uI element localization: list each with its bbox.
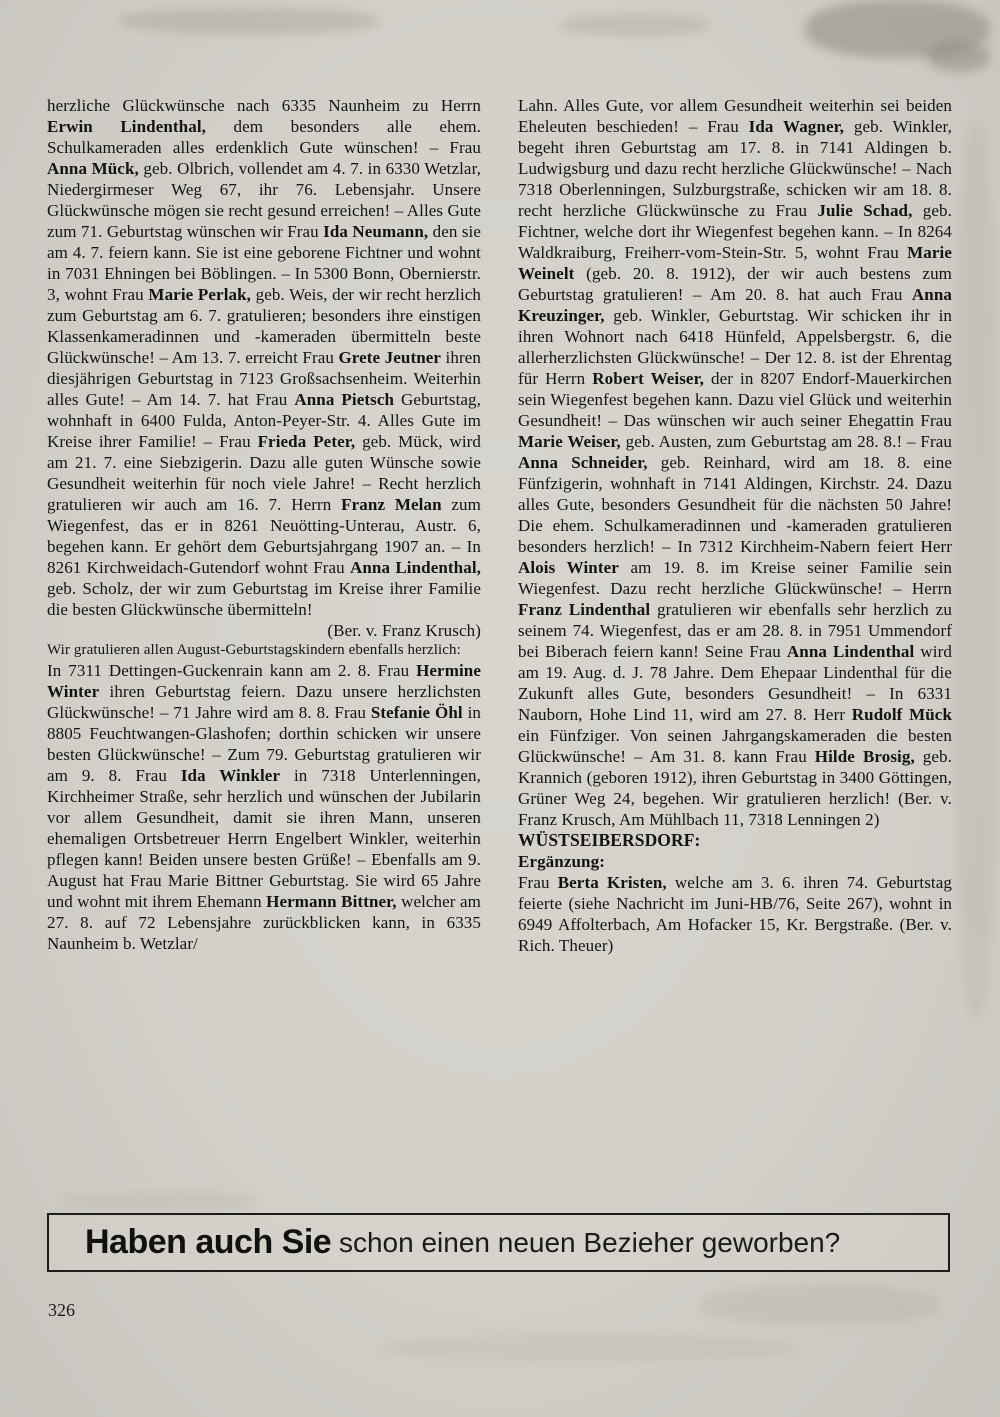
text-run: Frau — [518, 873, 558, 892]
person-name-bold-text: WÜSTSEIBERSDORF: — [518, 830, 701, 850]
august-congratulations-paragraph-1 — [47, 660, 481, 954]
person-name-bold-text: Hermine Winter — [47, 661, 481, 701]
person-name-bold-text: Grete Jeutner — [338, 348, 442, 367]
text-run: geb. Mück, wird am 21. 7. eine Siebzigerin. Dazu alle guten Wünsche sowie Gesundheit weiterhin für noch viele Jahre! – Recht herzlich gratulieren wir auch am 16. 7. Herrn — [47, 432, 482, 514]
text-run: geb. Fichtner, welche dort ihr Wiegenfest begehen kann. – In 8264 Waldkraiburg, Freiherr-vom-Stein-Str. 5, wohnt Frau — [518, 201, 952, 262]
text-run: den sie am 4. 7. feiern kann. Sie ist eine geborene Fichtner und wohnt in 7031 Ehningen bei Böblingen. – In 5300 Bonn, Obernierstr. 3, wohnt Frau — [47, 222, 481, 304]
text-run: wird am 19. Aug. d. J. 78 Jahre. Dem Ehepaar Lindenthal für die Zukunft alles Gute, besonders Gesundheit! – In 6331 Nauborn, Hohe Lind 11, wird am 27. 8. Herr — [518, 642, 952, 724]
person-name-bold-text: Franz Lindenthal — [518, 600, 651, 619]
banner-lead-text: Haben auch Sie — [85, 1223, 332, 1261]
text-run: geb. Reinhard, wird am 18. 8. eine Fünfzigerin, wohnhaft in 7141 Aldingen, Kirchstr. 24. Dazu alles Gute, besonders Gesundheit für die nächsten 50 Jahre! Die ehem. Schulkameradinnen und -kameraden gratulieren besonders herzlich! – In 7312 Kirchheim-Nabern feiert Herr — [518, 453, 952, 556]
text-run: in 7318 Unterlenningen, Kirchheimer Straße, sehr herzlich und wünschen der Jubilarin vor allem Gesundheit, damit sie ihren Mann, unseren ehemaligen Ortsbetreuer Herrn Engelbert Winkler, weiterhin pflegen kann! Beiden unsere besten Grüße! – Ebenfalls am 9. August hat Frau Marie Bittner Geburtstag. Sie wird 65 Jahre und wohnt mit ihrem Ehemann — [47, 766, 481, 911]
reporter-credit — [47, 620, 481, 641]
text-run: ein Fünfziger. Von seinen Jahrgangskameraden die besten Glückwünsche! – Am 31. 8. kann Frau — [518, 726, 952, 766]
text-run: Geburtstag, wohnhaft in 6400 Fulda, Anton-Peyer-Str. 4. Alles Gute im Kreise ihrer Familie! – Frau — [47, 390, 481, 451]
text-run: welcher am 27. 8. auf 72 Lebensjahre zurückblicken kann, in 6335 Naunheim b. Wetzlar/ — [47, 892, 481, 953]
banner-rest-text: schon einen neuen Bezieher geworben? — [331, 1226, 841, 1258]
text-run: Wir gratulieren allen August-Geburtstagskindern ebenfalls herzlich: — [47, 642, 461, 658]
text-run: Lahn. Alles Gute, vor allem Gesundheit weiterhin sei beiden Eheleuten beschieden! – Frau — [518, 96, 952, 136]
scan-artifact — [120, 8, 380, 34]
person-name-bold-text: Anna Kreuzinger, — [518, 285, 952, 325]
text-run: der in 8207 Endorf-Mauerkirchen sein Wiegenfest begehen kann. Dazu viel Glück und weiterhin Gesundheit! – Das wünschen wir auch seiner Ehegattin Frau — [518, 369, 952, 430]
person-name-bold-text: Anna Schneider, — [518, 453, 648, 472]
person-name-bold-text: Ida Wagner, — [748, 117, 845, 136]
right-column — [518, 95, 952, 956]
person-name-bold-text: Ida Neumann, — [323, 222, 429, 241]
person-name-bold-text: Rudolf Mück — [851, 705, 953, 724]
scan-artifact — [560, 14, 710, 36]
person-name-bold-text: Marie Weiser, — [518, 432, 621, 451]
person-name-bold-text: Anna Lindenthal — [786, 642, 915, 661]
scan-artifact — [60, 1192, 260, 1210]
page-number: 326 — [48, 1300, 75, 1320]
text-run: geb. Austen, zum Geburtstag am 28. 8.! – Frau — [620, 432, 952, 451]
person-name-bold-text: Hermann Bittner, — [266, 892, 397, 911]
august-intro — [47, 641, 481, 660]
text-run: dem besonders alle ehem. Schulkameraden alles erdenklich Gute wünschen! – Frau — [47, 117, 481, 157]
text-columns — [47, 95, 953, 956]
august-congratulations-paragraph-2 — [518, 95, 952, 830]
text-run: gratulieren wir ebenfalls sehr herzlich zu seinem 74. Wiegenfest, das er am 28. 8. in 7951 Ummendorf bei Biberach feiern kann! Seine Frau — [518, 600, 952, 661]
person-name-bold-text: Berta Kristen, — [557, 873, 667, 892]
scan-artifact — [928, 42, 990, 72]
person-name-bold-text: Julie Schad, — [817, 201, 913, 220]
text-run: welche am 3. 6. ihren 74. Geburtstag feierte (siehe Nachricht im Juni-HB/76, Seite 267), wohnt in 6949 Affolterbach, Am Hofacker 15, Kr. Bergstraße. (Ber. v. Rich. Theuer) — [518, 873, 952, 955]
scan-artifact — [380, 1335, 800, 1361]
text-run: (Ber. v. Franz Krusch) — [327, 621, 481, 640]
person-name-bold-text: Anna Lindenthal, — [350, 558, 481, 577]
person-name-bold-text: Anna Mück, — [47, 159, 139, 178]
scan-artifact — [700, 1285, 940, 1325]
section-heading-wuestseibersdorf — [518, 830, 952, 851]
left-column — [47, 95, 481, 956]
person-name-bold-text: Frieda Peter, — [257, 432, 356, 451]
person-name-bold-text: Alois Winter — [518, 558, 619, 577]
text-run: zum Wiegenfest, das er in 8261 Neuötting-Unterau, Austr. 6, begehen kann. Er gehört dem Geburtsjahrgang 1907 an. – In 8261 Kirchweidach-Gutendorf wohnt Frau — [47, 495, 481, 577]
person-name-bold-text: Stefanie Öhl — [370, 703, 463, 722]
person-name-bold-text: Ida Winkler — [180, 766, 281, 785]
text-run: herzliche Glückwünsche nach 6335 Naunheim zu Herrn — [47, 96, 481, 115]
person-name-bold-text: Marie Perlak, — [148, 285, 252, 304]
person-name-bold-text: Hilde Brosig, — [814, 747, 915, 766]
text-run: In 7311 Dettingen-Guckenrain kann am 2. 8. Frau — [47, 661, 417, 680]
text-run: geb. Winkler, begeht ihren Geburtstag am 17. 8. in 7141 Aldingen b. Ludwigsburg und dazu recht herzliche Glückwünsche! – Nach 7318 Oberlenningen, Sulzburgstraße, schicken wir am 18. 8. recht herzliche Glückwünsche zu Frau — [518, 117, 952, 220]
ergaenzung-paragraph — [518, 872, 952, 956]
text-run: in 8805 Feuchtwangen-Glashofen; dorthin schicken wir unsere besten Glückwünsche! – Zum 79. Geburtstag gratulieren wir am 9. 8. Frau — [47, 703, 481, 785]
subsection-heading-ergaenzung — [518, 851, 952, 872]
text-run: (geb. 20. 8. 1912), der wir auch bestens zum Geburtstag gratulieren! – Am 20. 8. hat auch Frau — [518, 264, 952, 304]
text-run: geb. Winkler, Geburtstag. Wir schicken ihr in ihren Wohnort nach 6418 Hünfeld, Appelsbergstr. 6, die allerherzlichsten Glückwünsche! – Der 12. 8. ist der Ehrentag für Herrn — [518, 306, 952, 388]
person-name-bold-text: Erwin Lindenthal, — [47, 117, 207, 136]
text-run: ihren diesjährigen Geburtstag in 7123 Großsachsenheim. Weiterhin alles Gute! – Am 14. 7. hat Frau — [47, 348, 481, 409]
person-name-bold-text: Ergänzung: — [518, 852, 605, 871]
subscription-banner — [47, 1213, 950, 1272]
person-name-bold-text: Robert Weiser, — [592, 369, 705, 388]
text-run: geb. Krannich (geboren 1912), ihren Geburtstag in 3400 Göttingen, Grüner Weg 24, begehen. Wir gratulieren herzlich! (Ber. v. Franz Krusch, Am Mühlbach 11, 7318 Lenningen 2) — [518, 747, 952, 829]
scan-artifact — [805, 0, 990, 58]
person-name-bold-text: Anna Pietsch — [294, 390, 395, 409]
text-run: geb. Olbrich, vollendet am 4. 7. in 6330 Wetzlar, Niedergirmeser Weg 67, ihr 76. Lebensjahr. Unsere Glückwünsche mögen sie recht gesund erreichen! – Alles Gute zum 71. Geburtstag wünschen wir Frau — [47, 159, 482, 241]
july-congratulations-paragraph — [47, 95, 481, 620]
person-name-bold-text: Marie Weinelt — [518, 243, 952, 283]
text-run: ihren Geburtstag feiern. Dazu unsere herzlichsten Glückwünsche! – 71 Jahre wird am 8. 8. Frau — [47, 682, 481, 722]
text-run: geb. Weis, der wir recht herzlich zum Geburtstag am 6. 7. gratulieren; besonders ihre einstigen Klassenkameradinnen und -kameraden übermitteln beste Glückwünsche! – Am 13. 7. erreicht Frau — [47, 285, 482, 367]
person-name-bold-text: Franz Melan — [341, 495, 442, 514]
scan-artifact — [952, 120, 1000, 1020]
text-run: am 19. 8. im Kreise seiner Familie sein Wiegenfest. Dazu recht herzliche Glückwünsche! – Herrn — [518, 558, 952, 598]
text-run: geb. Scholz, der wir zum Geburtstag im Kreise ihrer Familie die besten Glückwünsche übermitteln! — [47, 579, 481, 619]
